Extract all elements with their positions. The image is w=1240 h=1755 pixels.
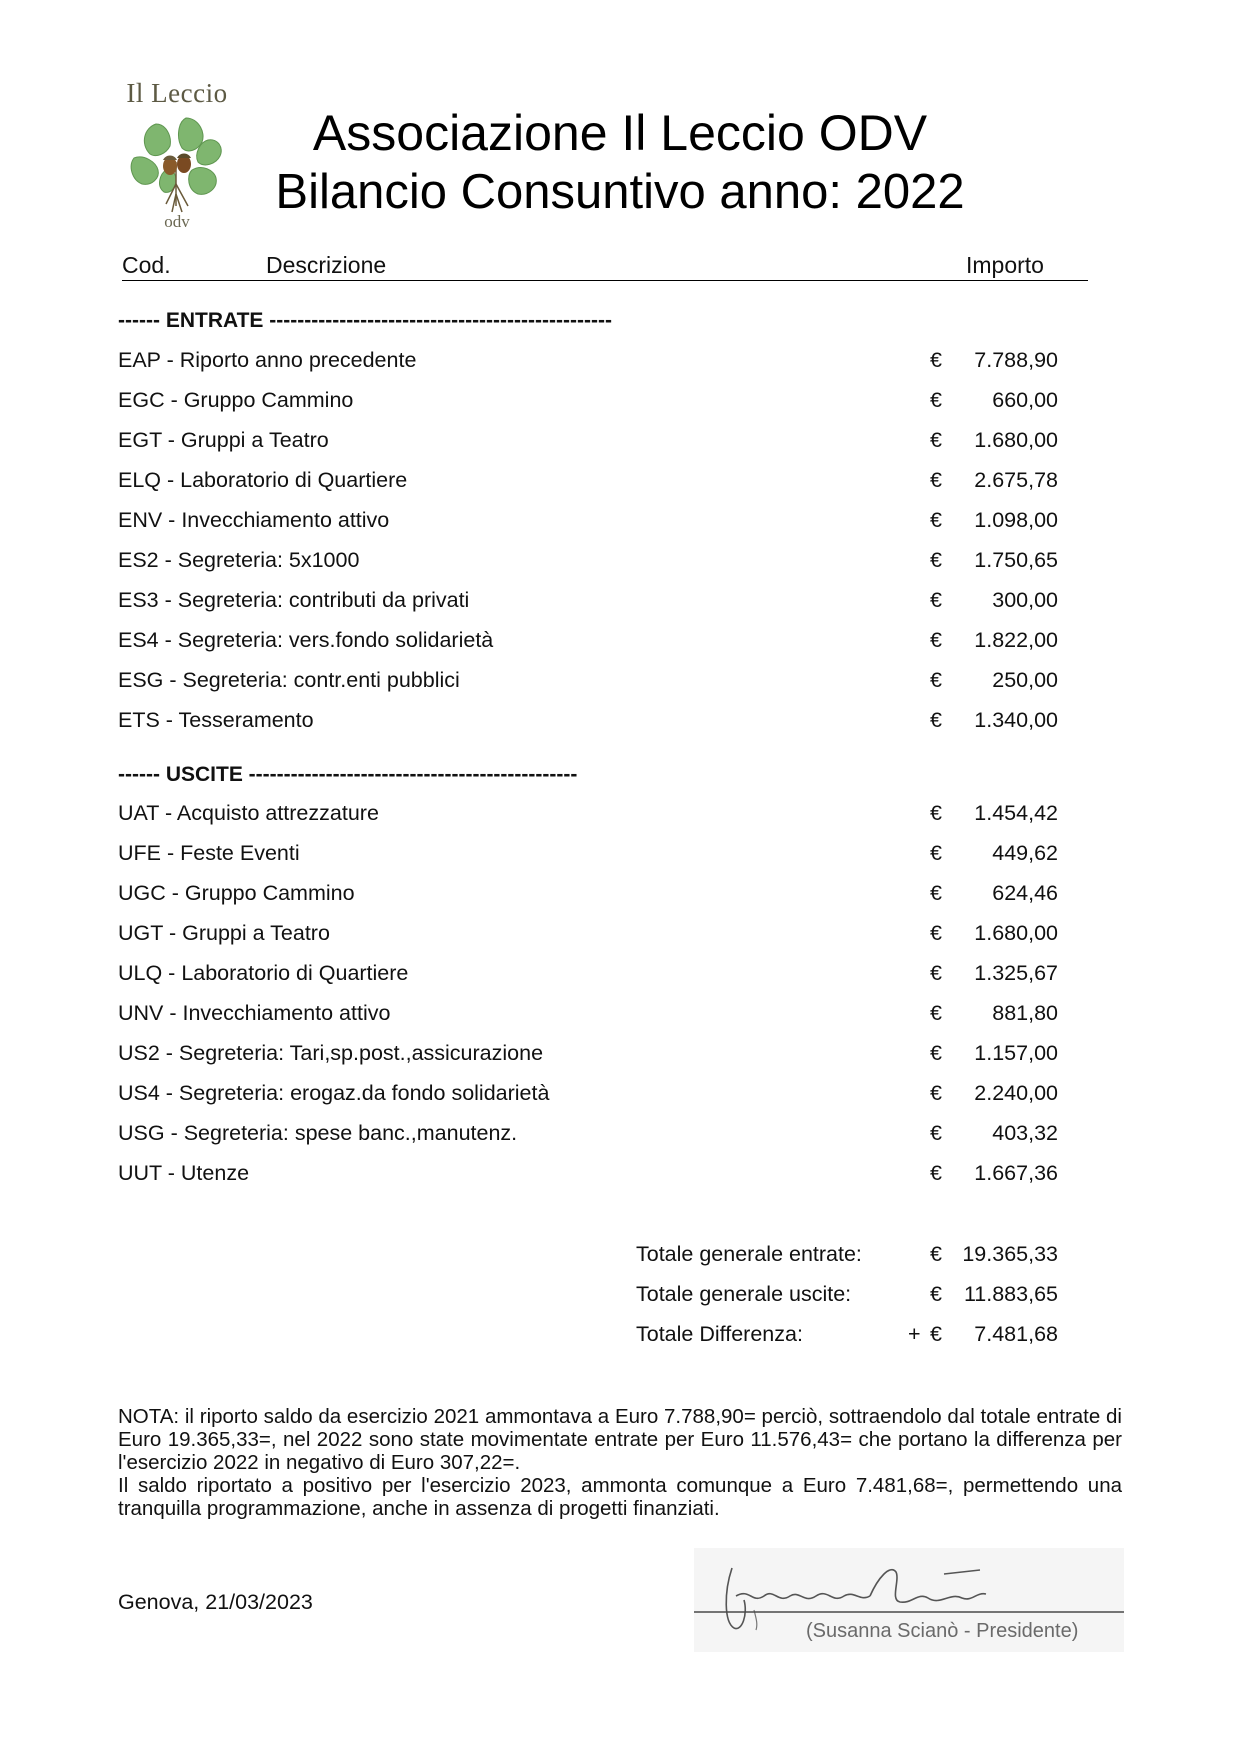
document-subtitle: Bilancio Consuntivo anno: 2022 bbox=[275, 165, 965, 219]
currency-symbol: € bbox=[930, 841, 942, 865]
currency-symbol: € bbox=[930, 1322, 942, 1346]
place-date: Genova, 21/03/2023 bbox=[118, 1590, 313, 1614]
logo-title: Il Leccio bbox=[126, 78, 228, 108]
table-row bbox=[118, 468, 1058, 498]
currency-symbol: € bbox=[930, 588, 942, 612]
currency-symbol: € bbox=[930, 348, 942, 372]
total-value: 19.365,33 bbox=[962, 1242, 1058, 1266]
table-row bbox=[118, 921, 1058, 951]
oak-leaf-acorn-icon bbox=[126, 114, 230, 214]
total-value: 11.883,65 bbox=[963, 1282, 1058, 1306]
row-amount: 1.325,67 bbox=[974, 961, 1058, 985]
total-uscite bbox=[636, 1282, 1058, 1312]
table-row bbox=[118, 588, 1058, 618]
row-description: ETS - Tesseramento bbox=[118, 708, 314, 732]
currency-symbol: € bbox=[930, 468, 942, 492]
currency-symbol: € bbox=[930, 961, 942, 985]
row-description: US4 - Segreteria: erogaz.da fondo solidarietà bbox=[118, 1081, 550, 1105]
currency-symbol: € bbox=[930, 801, 942, 825]
table-row bbox=[118, 388, 1058, 418]
row-amount: 881,80 bbox=[992, 1001, 1058, 1025]
column-amount: Importo bbox=[966, 252, 1044, 278]
table-row bbox=[118, 508, 1058, 538]
section-entrate-label: ENTRATE bbox=[165, 309, 264, 332]
currency-symbol: € bbox=[930, 1161, 942, 1185]
total-label: Totale generale uscite: bbox=[636, 1282, 852, 1306]
row-amount: 1.667,36 bbox=[974, 1161, 1058, 1185]
row-amount: 449,62 bbox=[992, 841, 1058, 865]
row-description: ULQ - Laboratorio di Quartiere bbox=[118, 961, 409, 985]
currency-symbol: € bbox=[930, 1041, 942, 1065]
row-amount: 7.788,90 bbox=[974, 348, 1058, 372]
row-description: UGT - Gruppi a Teatro bbox=[118, 921, 330, 945]
row-amount: 1.822,00 bbox=[974, 628, 1058, 652]
currency-symbol: € bbox=[930, 708, 942, 732]
row-description: EGT - Gruppi a Teatro bbox=[118, 428, 329, 452]
signature-block bbox=[694, 1548, 1124, 1652]
column-code: Cod. bbox=[122, 252, 171, 278]
row-description: ELQ - Laboratorio di Quartiere bbox=[118, 468, 408, 492]
row-amount: 1.680,00 bbox=[974, 921, 1058, 945]
table-row bbox=[118, 1161, 1058, 1191]
currency-symbol: € bbox=[930, 508, 942, 532]
row-description: UAT - Acquisto attrezzature bbox=[118, 801, 379, 825]
row-amount: 1.750,65 bbox=[974, 548, 1058, 572]
currency-symbol: € bbox=[930, 388, 942, 412]
row-amount: 1.340,00 bbox=[974, 708, 1058, 732]
row-description: UNV - Invecchiamento attivo bbox=[118, 1001, 391, 1025]
row-amount: 1.680,00 bbox=[974, 428, 1058, 452]
table-row bbox=[118, 801, 1058, 831]
table-row bbox=[118, 348, 1058, 378]
section-entrate-header: ------ ENTRATE ------------------------------------------------- bbox=[118, 309, 612, 332]
row-amount: 2.675,78 bbox=[974, 468, 1058, 492]
currency-symbol: € bbox=[930, 668, 942, 692]
row-description: EGC - Gruppo Cammino bbox=[118, 388, 354, 412]
table-row bbox=[118, 961, 1058, 991]
table-row bbox=[118, 628, 1058, 658]
total-value: 7.481,68 bbox=[974, 1322, 1058, 1346]
row-amount: 300,00 bbox=[992, 588, 1058, 612]
association-logo bbox=[112, 78, 242, 238]
currency-symbol: € bbox=[930, 548, 942, 572]
section-uscite-header: ------ USCITE ----------------------------------------------- bbox=[118, 763, 578, 786]
table-row bbox=[118, 1081, 1058, 1111]
note-paragraph bbox=[118, 1405, 1122, 1520]
row-amount: 403,32 bbox=[992, 1121, 1058, 1145]
document-title: Associazione Il Leccio ODV bbox=[312, 105, 928, 161]
table-row bbox=[118, 548, 1058, 578]
table-row bbox=[118, 708, 1058, 738]
note-text-2: Il saldo riportato a positivo per l'esercizio 2023, ammonta comunque a Euro 7.481,68=, permettendo una tranquilla programmazione, anche in assenza di progetti finanziati. bbox=[118, 1474, 1122, 1520]
row-description: ES4 - Segreteria: vers.fondo solidarietà bbox=[118, 628, 494, 652]
row-amount: 1.157,00 bbox=[974, 1041, 1058, 1065]
currency-symbol: € bbox=[930, 921, 942, 945]
total-entrate bbox=[636, 1242, 1058, 1272]
table-row bbox=[118, 668, 1058, 698]
logo-subtitle: odv bbox=[164, 212, 190, 231]
currency-symbol: € bbox=[930, 628, 942, 652]
row-amount: 250,00 bbox=[992, 668, 1058, 692]
table-row bbox=[118, 428, 1058, 458]
row-amount: 2.240,00 bbox=[974, 1081, 1058, 1105]
row-description: UUT - Utenze bbox=[118, 1161, 250, 1185]
currency-symbol: € bbox=[930, 1282, 942, 1306]
row-description: EAP - Riporto anno precedente bbox=[118, 348, 417, 372]
row-amount: 660,00 bbox=[992, 388, 1058, 412]
table-row bbox=[118, 1121, 1058, 1151]
plus-sign: + bbox=[908, 1322, 921, 1346]
currency-symbol: € bbox=[930, 1242, 942, 1266]
column-header bbox=[122, 252, 1088, 281]
total-label: Totale generale entrate: bbox=[636, 1242, 862, 1266]
currency-symbol: € bbox=[930, 428, 942, 452]
currency-symbol: € bbox=[930, 1081, 942, 1105]
section-uscite-label: USCITE bbox=[165, 763, 243, 786]
row-description: UFE - Feste Eventi bbox=[118, 841, 300, 865]
table-row bbox=[118, 1001, 1058, 1031]
column-description: Descrizione bbox=[266, 252, 387, 278]
row-description: ESG - Segreteria: contr.enti pubblici bbox=[118, 668, 460, 692]
row-description: ENV - Invecchiamento attivo bbox=[118, 508, 390, 532]
currency-symbol: € bbox=[930, 1001, 942, 1025]
signatory-name: (Susanna Scianò - Presidente) bbox=[806, 1620, 1079, 1642]
row-description: ES2 - Segreteria: 5x1000 bbox=[118, 548, 360, 572]
row-amount: 624,46 bbox=[992, 881, 1058, 905]
row-description: ES3 - Segreteria: contributi da privati bbox=[118, 588, 470, 612]
row-description: UGC - Gruppo Cammino bbox=[118, 881, 355, 905]
total-differenza bbox=[636, 1322, 1058, 1352]
currency-symbol: € bbox=[930, 881, 942, 905]
table-row bbox=[118, 1041, 1058, 1071]
total-label: Totale Differenza: bbox=[636, 1322, 803, 1346]
table-row bbox=[118, 841, 1058, 871]
table-row bbox=[118, 881, 1058, 911]
note-text-1: NOTA: il riporto saldo da esercizio 2021 ammontava a Euro 7.788,90= perciò, sottraendolo dal totale entrate di Euro 19.365,33=, nel 2022 sono state movimentate entrate per Euro 11.576,43= che portano la differenza per l'esercizio 2022 in negativo di Euro 307,22=. bbox=[118, 1405, 1122, 1474]
row-description: US2 - Segreteria: Tari,sp.post.,assicurazione bbox=[118, 1041, 544, 1065]
row-amount: 1.098,00 bbox=[974, 508, 1058, 532]
row-amount: 1.454,42 bbox=[974, 801, 1058, 825]
currency-symbol: € bbox=[930, 1121, 942, 1145]
row-description: USG - Segreteria: spese banc.,manutenz. bbox=[118, 1121, 518, 1145]
